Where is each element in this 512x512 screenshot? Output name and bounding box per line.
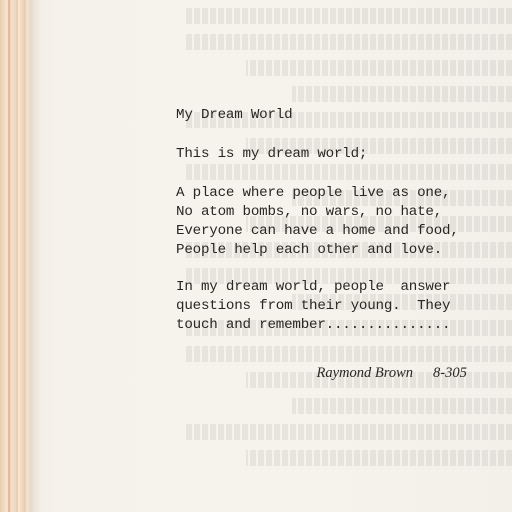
page-edge-line xyxy=(24,0,26,512)
poem-stanza-1 xyxy=(176,184,496,260)
poem xyxy=(176,106,496,353)
poem-title: My Dream World xyxy=(176,107,293,123)
page-edge-line xyxy=(16,0,18,512)
author-name: Raymond Brown xyxy=(316,365,414,381)
author-signature xyxy=(302,348,467,399)
poem-line: No atom bombs, no wars, no hate, xyxy=(176,204,443,220)
book-spine-edge xyxy=(0,0,40,512)
poem-line: People help each other and love. xyxy=(176,242,443,258)
page-edge-line xyxy=(8,0,10,512)
poem-stanza-2 xyxy=(176,278,496,335)
poem-opening-line: This is my dream world; xyxy=(176,146,368,162)
author-code: 8-305 xyxy=(433,365,467,381)
poem-line: questions from their young. They xyxy=(176,298,451,314)
poem-line: A place where people live as one, xyxy=(176,185,451,201)
poem-line: In my dream world, people answer xyxy=(176,279,451,295)
poem-line: touch and remember............... xyxy=(176,317,451,333)
poem-line: Everyone can have a home and food, xyxy=(176,223,459,239)
